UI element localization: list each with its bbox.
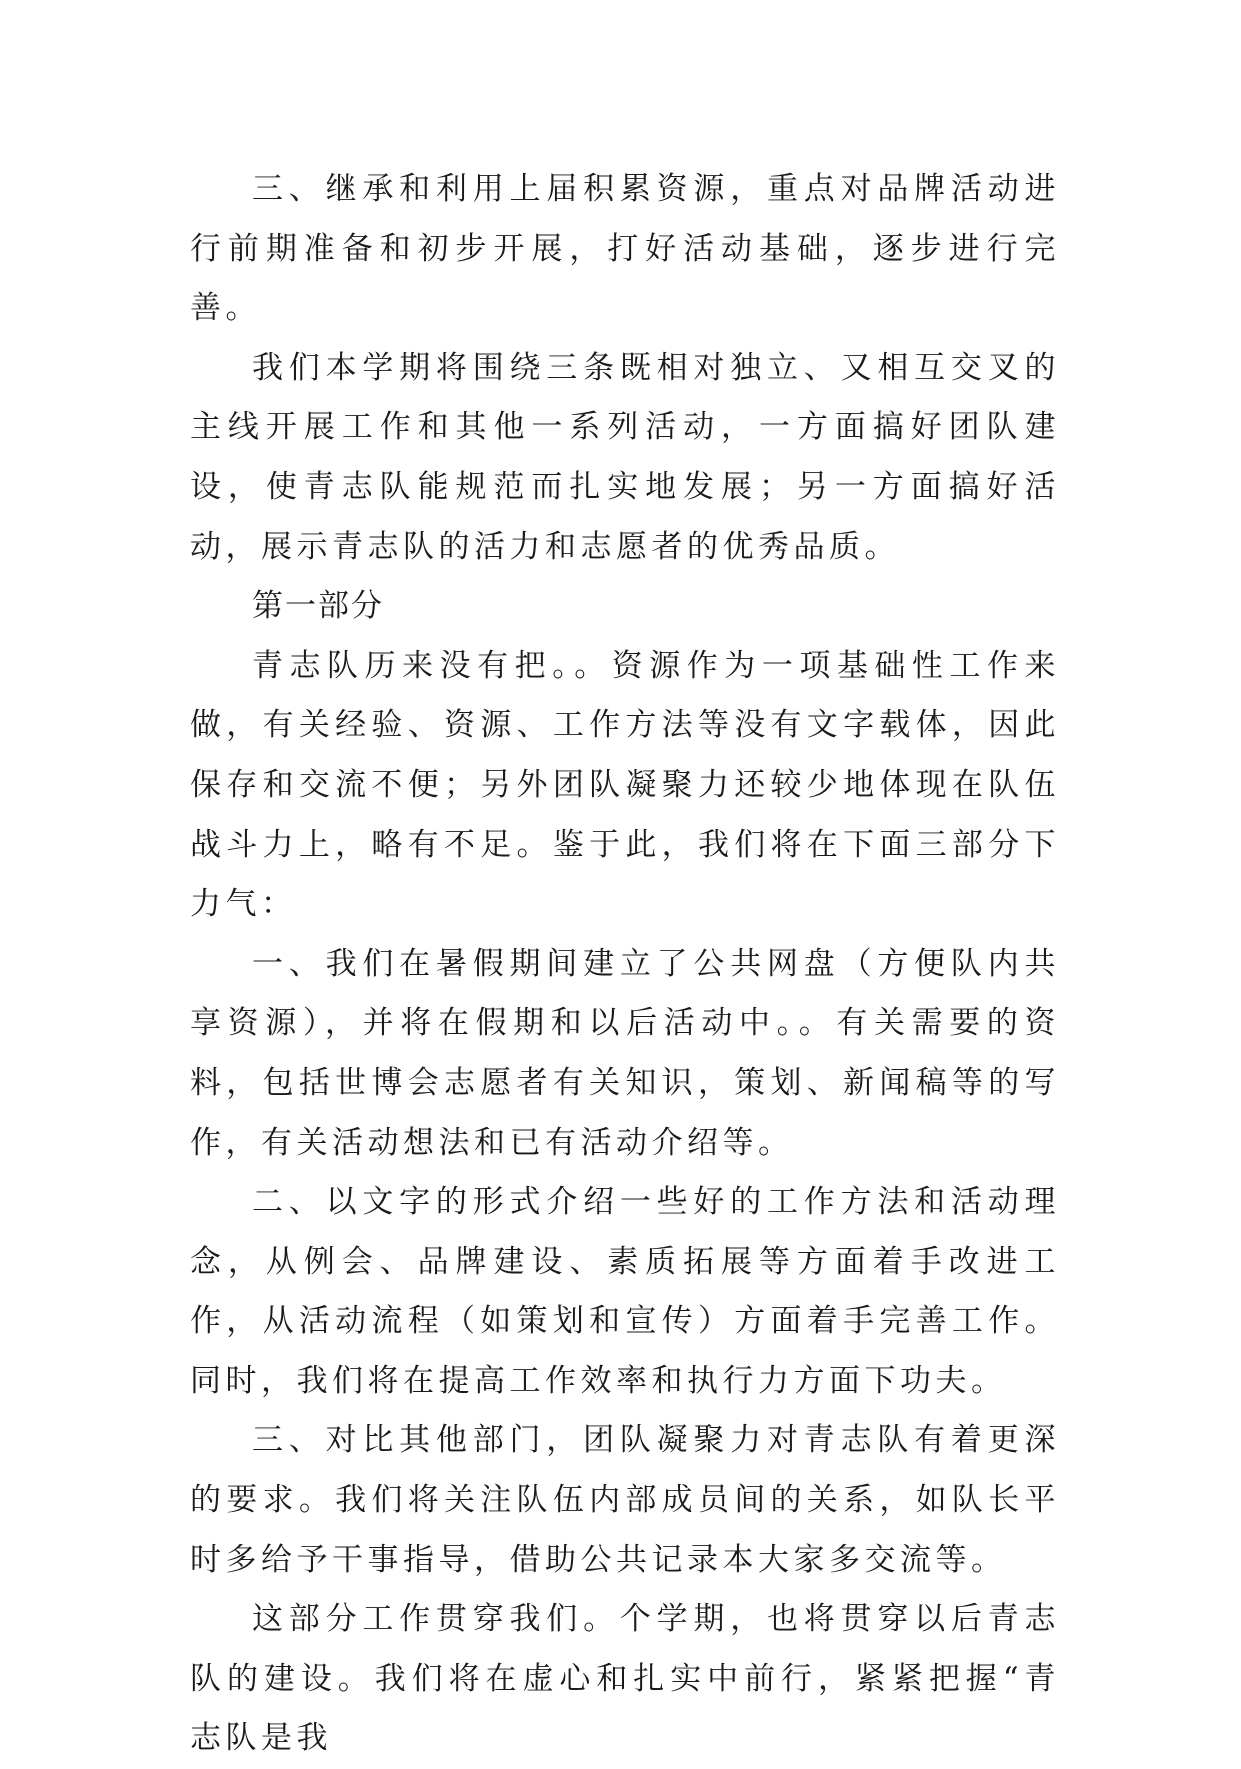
paragraph-item-one-network-disk: 一、我们在暑假期间建立了公共网盘（方便队内共享资源），并将在假期和以后活动中。。有关需要的资料，包括世博会志愿者有关知识，策划、新闻稿等的写作，有关活动想法和已有活动介绍等。: [190, 945, 1060, 1161]
section-heading-part-one: 第一部分: [252, 588, 384, 625]
paragraph-item-two-work-methods: 二、以文字的形式介绍一些好的工作方法和活动理念，从例会、品牌建设、素质拓展等方面着手改进工作，从活动流程（如策划和宣传）方面着手完善工作。同时，我们将在提高工作效率和执行力方面下功夫。: [190, 1184, 1060, 1399]
paragraph-item-three-cohesion: 三、对比其他部门，团队凝聚力对青志队有着更深的要求。我们将关注队伍内部成员间的关系，如队长平时多给予干事指导，借助公共记录本大家多交流等。: [190, 1422, 1060, 1578]
paragraph-inherit-resources: 三、继承和利用上届积累资源，重点对品牌活动进行前期准备和初步开展，打好活动基础，逐步进行完善。: [190, 171, 1060, 327]
document-body: [190, 160, 1060, 1769]
paragraph-resource-issues: 青志队历来没有把。。资源作为一项基础性工作来做，有关经验、资源、工作方法等没有文字载体，因此保存和交流不便；另外团队凝聚力还较少地体现在队伍战斗力上，略有不足。鉴于此，我们将在下面三部分下力气：: [190, 647, 1060, 923]
paragraph-conclusion: 这部分工作贯穿我们。个学期，也将贯穿以后青志队的建设。我们将在虚心和扎实中前行，紧紧把握“青志队是我: [190, 1601, 1060, 1757]
paragraph-semester-mainlines: 我们本学期将围绕三条既相对独立、又相互交叉的主线开展工作和其他一系列活动，一方面搞好团队建设，使青志队能规范而扎实地发展；另一方面搞好活动，展示青志队的活力和志愿者的优秀品质。: [190, 349, 1060, 565]
